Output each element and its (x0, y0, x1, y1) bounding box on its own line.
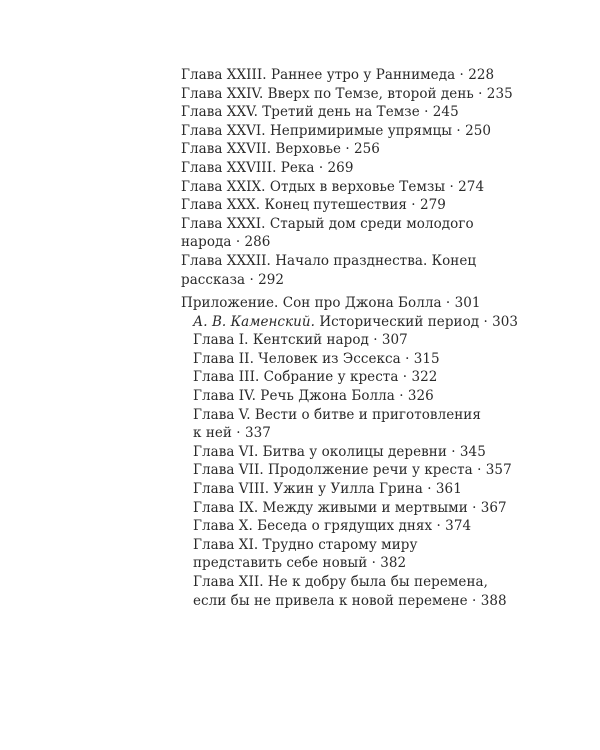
toc-line-continued: рассказа · 292 (181, 271, 285, 288)
toc-line: Глава XXV. Третий день на Темзе · 245 (181, 104, 459, 121)
toc-entry (181, 517, 481, 536)
toc-line: Глава XXXII. Начало празднества. Конец (181, 252, 477, 269)
toc-line: Глава I. Кентский народ · 307 (193, 332, 408, 349)
toc-line (193, 313, 519, 332)
toc-entry (181, 536, 481, 573)
toc-entry (181, 103, 481, 122)
toc-entry (181, 480, 481, 499)
toc-line: Глава XXIII. Раннее утро у Раннимеда · 228 (181, 67, 495, 83)
toc-main-list (181, 66, 513, 289)
toc-line: Глава XXVII. Верховье · 256 (181, 141, 380, 158)
toc-line: Глава V. Вести о битве и приготовления (193, 406, 481, 423)
toc-entry (181, 159, 481, 178)
essay-author: А. В. Каменский. (193, 313, 315, 330)
toc-line: Глава XXIX. Отдых в верховье Темзы · 274 (181, 178, 485, 195)
toc-entry (181, 85, 513, 104)
toc-line-continued: если бы не привела к новой перемене · 388 (193, 592, 507, 609)
toc-line: Глава III. Собрание у креста · 322 (193, 369, 438, 386)
toc-entry (181, 368, 481, 387)
appendix-essay (181, 313, 519, 332)
toc-entry (181, 406, 481, 443)
toc-line: Глава XXVIII. Река · 269 (181, 159, 354, 176)
toc-line: Глава XXVI. Непримиримые упрямцы · 250 (181, 122, 492, 139)
toc-line: Приложение. Сон про Джона Болла · 301 (181, 295, 481, 311)
toc-line-continued: народа · 286 (181, 234, 271, 251)
toc-line: Глава II. Человек из Эссекса · 315 (193, 350, 440, 367)
toc-entry (181, 140, 481, 159)
toc-entry (181, 252, 481, 289)
toc-entry (181, 66, 495, 85)
toc-line-continued: к ней · 337 (193, 425, 271, 442)
toc-entry (181, 178, 485, 197)
toc-line-continued: представить себе новый · 382 (193, 555, 407, 572)
toc-entry (181, 331, 481, 350)
toc-line: Глава X. Беседа о грядущих днях · 374 (193, 518, 472, 535)
toc-line: Глава IX. Между живыми и мертвыми · 367 (193, 499, 507, 516)
toc-line: Глава XXIV. Вверх по Темзе, второй день · 235 (181, 85, 513, 102)
appendix-heading (181, 294, 481, 313)
toc-entry (181, 461, 512, 480)
toc-line: Глава XI. Трудно старому миру (193, 536, 418, 553)
toc-line: Глава VII. Продолжение речи у креста · 357 (193, 462, 512, 479)
toc-entry (181, 387, 481, 406)
toc-entry (181, 573, 507, 610)
toc-line: Глава VIII. Ужин у Уилла Грина · 361 (193, 480, 462, 497)
toc-line: Глава XXX. Конец путешествия · 279 (181, 197, 446, 214)
toc-line: Глава XII. Не к добру была бы перемена, (193, 573, 488, 590)
toc-entry (181, 350, 481, 369)
toc-entry (181, 196, 481, 215)
toc-entry (181, 215, 481, 252)
toc-line: Глава IV. Речь Джона Болла · 326 (193, 387, 434, 404)
toc-entry (181, 499, 507, 518)
toc-line: Глава XXXI. Старый дом среди молодого (181, 215, 474, 232)
toc-entry (181, 122, 492, 141)
essay-title: Исторический период · 303 (314, 313, 519, 330)
toc-entry (181, 443, 486, 462)
toc-line: Глава VI. Битва у околицы деревни · 345 (193, 443, 486, 460)
toc-appendix-list (181, 294, 519, 610)
